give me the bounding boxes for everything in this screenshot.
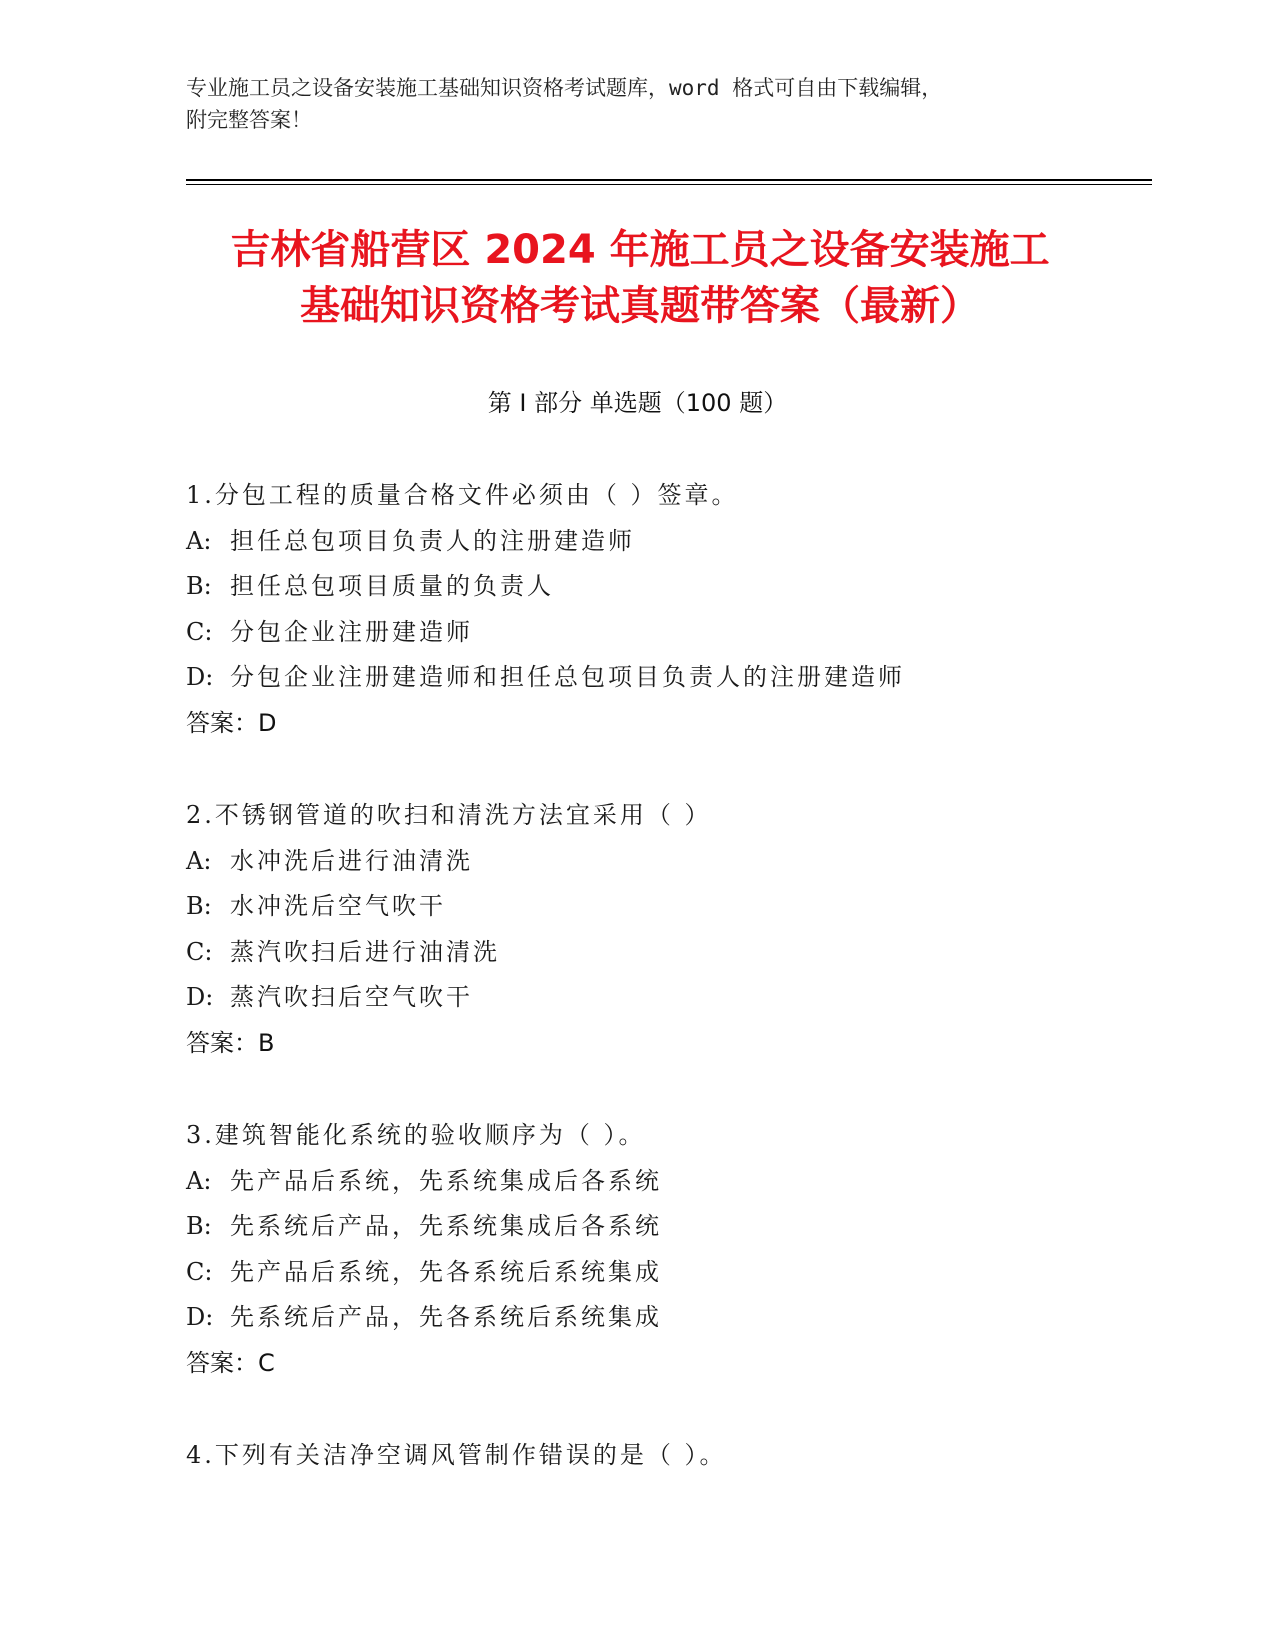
option-line [186, 935, 1146, 981]
option-key: D: [186, 983, 214, 1011]
option-text: 水冲洗后空气吹干 [230, 892, 446, 920]
header-note [186, 72, 1086, 136]
option-text: 蒸汽吹扫后空气吹干 [230, 983, 473, 1011]
option-text: 水冲洗后进行油清洗 [230, 846, 473, 875]
title-line: 吉林省船营区 2024 年施工员之设备安装施工 [230, 227, 1050, 273]
option-line [186, 980, 1146, 1026]
document-title [160, 222, 1120, 334]
option-text: 先系统后产品，先各系统后系统集成 [230, 1303, 662, 1331]
header-note-line: 附完整答案！ [186, 108, 312, 132]
question-stem: 2.不锈钢管道的吹扫和清洗方法宜采用（ ） [186, 801, 712, 829]
option-key: B: [186, 892, 212, 920]
question-item [186, 1118, 1146, 1391]
answer-line: 答案：B [186, 1028, 275, 1057]
option-key: B: [186, 572, 212, 600]
option-key: C: [186, 617, 213, 646]
option-key: D: [186, 663, 214, 691]
section-heading: 第 I 部分 单选题（100 题） [487, 389, 788, 417]
option-text: 先系统后产品，先系统集成后各系统 [230, 1212, 662, 1240]
option-text: 先产品后系统，先系统集成后各系统 [230, 1166, 662, 1195]
question-item [186, 478, 1146, 751]
question-stem: 4.下列有关洁净空调风管制作错误的是（ ）。 [186, 1441, 727, 1469]
option-key: C: [186, 937, 213, 966]
option-text: 蒸汽吹扫后进行油清洗 [230, 937, 500, 966]
option-key: A: [186, 1166, 212, 1195]
option-line [186, 615, 1146, 661]
option-key: B: [186, 1212, 212, 1240]
header-divider [186, 184, 1152, 185]
option-key: A: [186, 526, 212, 555]
question-item [186, 1438, 1146, 1484]
option-line [186, 1300, 1146, 1346]
header-divider [186, 179, 1152, 181]
option-line [186, 1164, 1146, 1210]
question-stem: 3.建筑智能化系统的验收顺序为（ ）。 [186, 1121, 646, 1149]
option-text: 担任总包项目负责人的注册建造师 [230, 526, 635, 555]
option-key: D: [186, 1303, 214, 1331]
answer-line: 答案：C [186, 1348, 275, 1377]
answer-line: 答案：D [186, 708, 277, 737]
option-line [186, 1255, 1146, 1301]
option-line [186, 660, 1146, 706]
option-key: C: [186, 1257, 213, 1286]
question-item [186, 798, 1146, 1071]
option-line [186, 844, 1146, 890]
title-line: 基础知识资格考试真题带答案（最新） [300, 283, 980, 329]
option-text: 分包企业注册建造师和担任总包项目负责人的注册建造师 [230, 663, 905, 691]
option-line [186, 1209, 1146, 1255]
question-stem: 1.分包工程的质量合格文件必须由（ ）签章。 [186, 481, 739, 509]
header-note-line: 专业施工员之设备安装施工基础知识资格考试题库，word 格式可自由下载编辑， [186, 76, 943, 100]
option-line [186, 889, 1146, 935]
option-text: 分包企业注册建造师 [230, 617, 473, 646]
option-line [186, 524, 1146, 570]
option-text: 先产品后系统，先各系统后系统集成 [230, 1257, 662, 1286]
option-line [186, 569, 1146, 615]
option-text: 担任总包项目质量的负责人 [230, 572, 554, 600]
option-key: A: [186, 846, 212, 875]
